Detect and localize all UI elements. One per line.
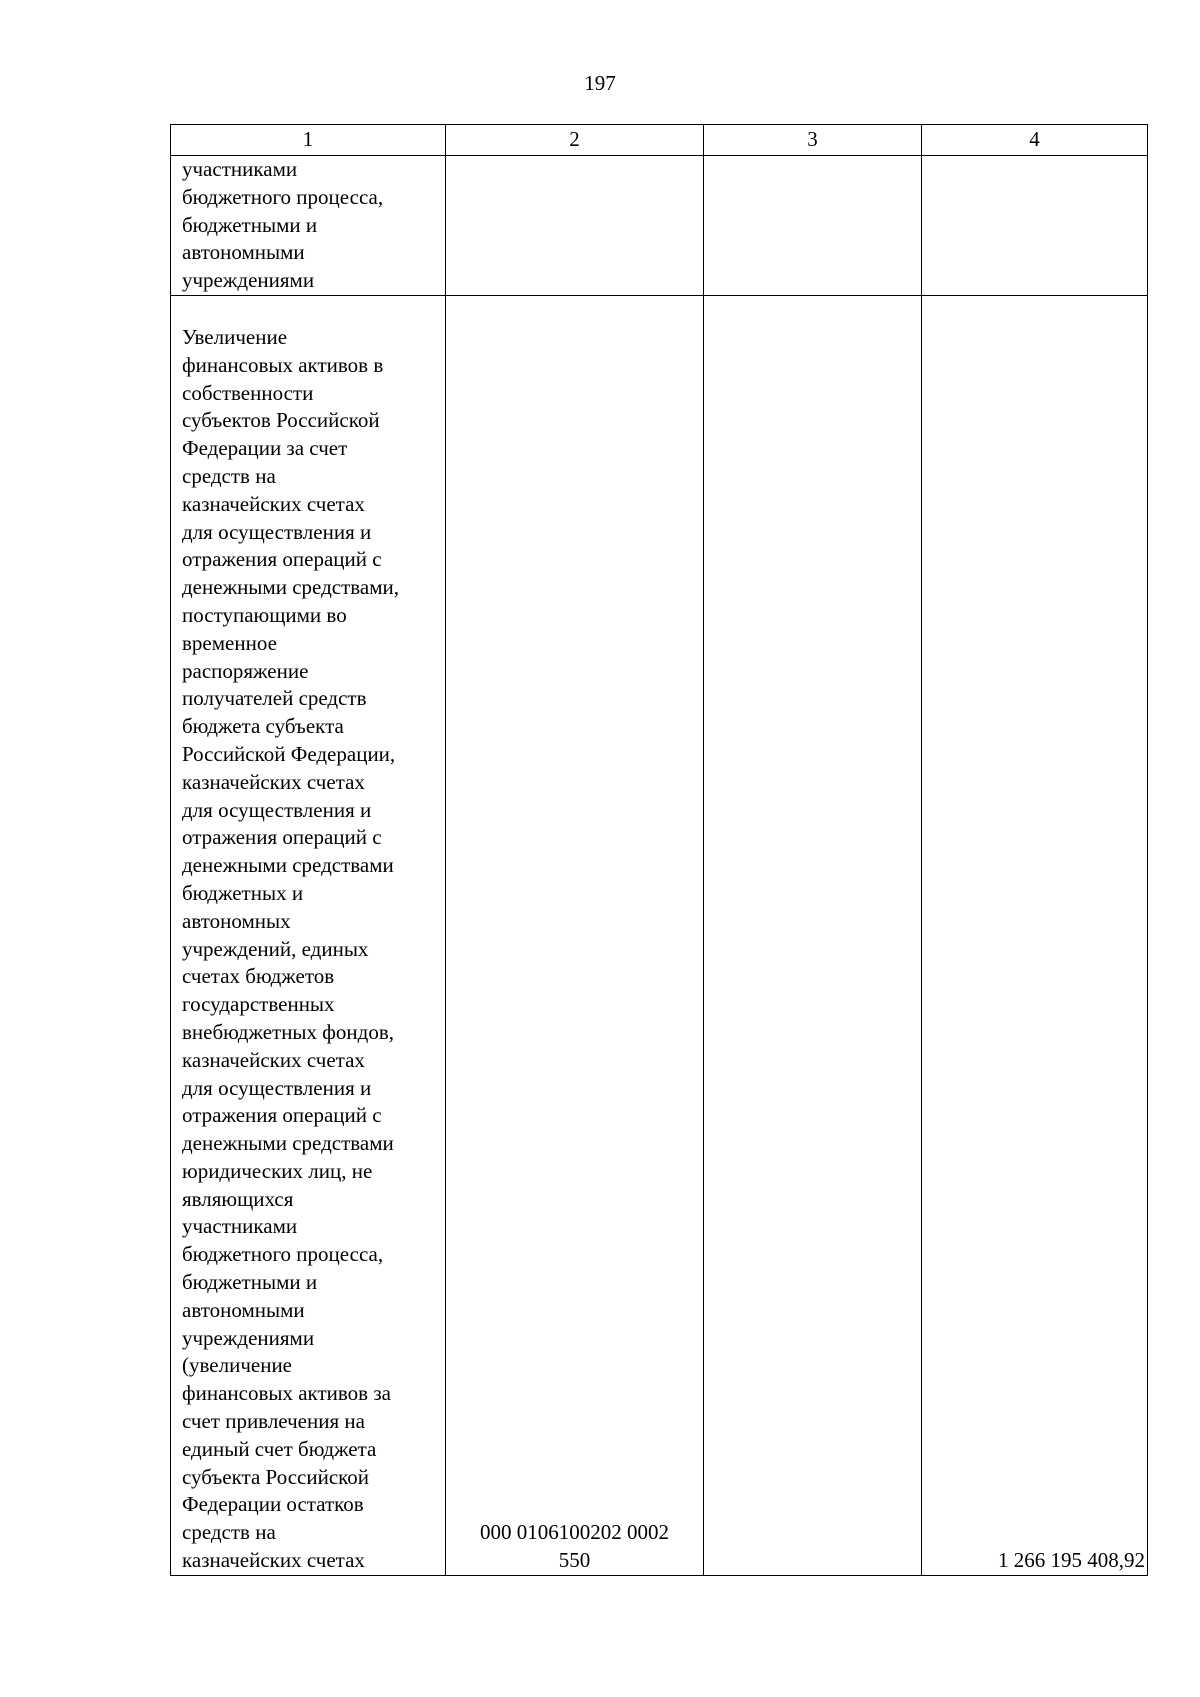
description-line: отражения операций с <box>182 1103 382 1128</box>
row-1-amount <box>922 156 1148 296</box>
description-line: автономных <box>182 908 291 933</box>
row-2-code <box>446 295 704 1575</box>
description-line: средств на <box>182 1520 276 1545</box>
description-line: бюджетными и <box>182 212 318 237</box>
row-2-description <box>171 295 446 1575</box>
description-line: Увеличение <box>182 324 288 349</box>
column-header-2: 2 <box>446 125 704 156</box>
description-line: для осуществления и <box>182 519 372 544</box>
row-1-description <box>171 156 446 296</box>
description-line: автономными <box>182 240 305 265</box>
description-line: (увеличение <box>182 1353 293 1378</box>
description-line: субъектов Российской <box>182 408 380 433</box>
description-line: бюджетных и <box>182 880 304 905</box>
column-header-1: 1 <box>171 125 446 156</box>
description-line: Федерации за счет <box>182 436 348 461</box>
description-line: учреждениями <box>182 1325 315 1350</box>
description-line: бюджетными и <box>182 1270 318 1295</box>
description-line: финансовых активов за <box>182 1381 391 1406</box>
description-line: собственности <box>182 380 314 405</box>
description-line: единый счет бюджета <box>182 1436 377 1461</box>
description-line: счет привлечения на <box>182 1409 365 1434</box>
description-line: Федерации остатков <box>182 1492 364 1517</box>
page-number: 197 <box>584 71 616 95</box>
description-line: казначейских счетах <box>182 1047 365 1072</box>
description-line: автономными <box>182 1297 305 1322</box>
description-line: отражения операций с <box>182 547 382 572</box>
description-line: казначейских счетах <box>182 491 365 516</box>
description-line: учреждений, единых <box>182 936 369 961</box>
description-line: бюджета субъекта <box>182 714 344 739</box>
description-line: получателей средств <box>182 686 367 711</box>
description-line: юридических лиц, не <box>182 1158 373 1183</box>
description-line: субъекта Российской <box>182 1464 370 1489</box>
row-1-code <box>446 156 704 296</box>
description-line: бюджетного процесса, <box>182 184 384 209</box>
row-1-col3 <box>704 156 922 296</box>
data-table <box>170 124 1148 1576</box>
description-line: поступающими во <box>182 602 347 627</box>
description-line: казначейских счетах <box>182 769 365 794</box>
code-line: 000 0106100202 0002 <box>480 1520 669 1545</box>
description-line: для осуществления и <box>182 797 372 822</box>
description-line: внебюджетных фондов, <box>182 1019 394 1044</box>
description-line: средств на <box>182 463 276 488</box>
description-line: для осуществления и <box>182 1075 372 1100</box>
description-line: казначейских счетах <box>182 1548 365 1573</box>
column-header-3: 3 <box>704 125 922 156</box>
description-line: учреждениями <box>182 268 315 293</box>
code-line: 550 <box>558 1548 591 1573</box>
description-line: счетах бюджетов <box>182 964 335 989</box>
description-line: государственных <box>182 992 335 1017</box>
description-line: денежными средствами, <box>182 575 399 600</box>
description-line: участниками <box>182 157 298 181</box>
description-line: временное <box>182 630 277 655</box>
column-header-4: 4 <box>922 125 1148 156</box>
description-line: являющихся <box>182 1186 294 1211</box>
description-line: участниками <box>182 1214 298 1239</box>
description-line: денежными средствами <box>182 853 394 878</box>
description-line: распоряжение <box>182 658 309 683</box>
description-line: финансовых активов в <box>182 352 384 377</box>
description-line: бюджетного процесса, <box>182 1242 384 1267</box>
description-line: Российской Федерации, <box>182 741 396 766</box>
description-line: отражения операций с <box>182 825 382 850</box>
table-row <box>171 295 1148 1575</box>
row-2-amount: 1 266 195 408,92 <box>922 295 1148 1575</box>
table-row <box>171 156 1148 296</box>
row-2-col3 <box>704 295 922 1575</box>
table-header-row <box>171 125 1148 156</box>
description-line: денежными средствами <box>182 1131 394 1156</box>
